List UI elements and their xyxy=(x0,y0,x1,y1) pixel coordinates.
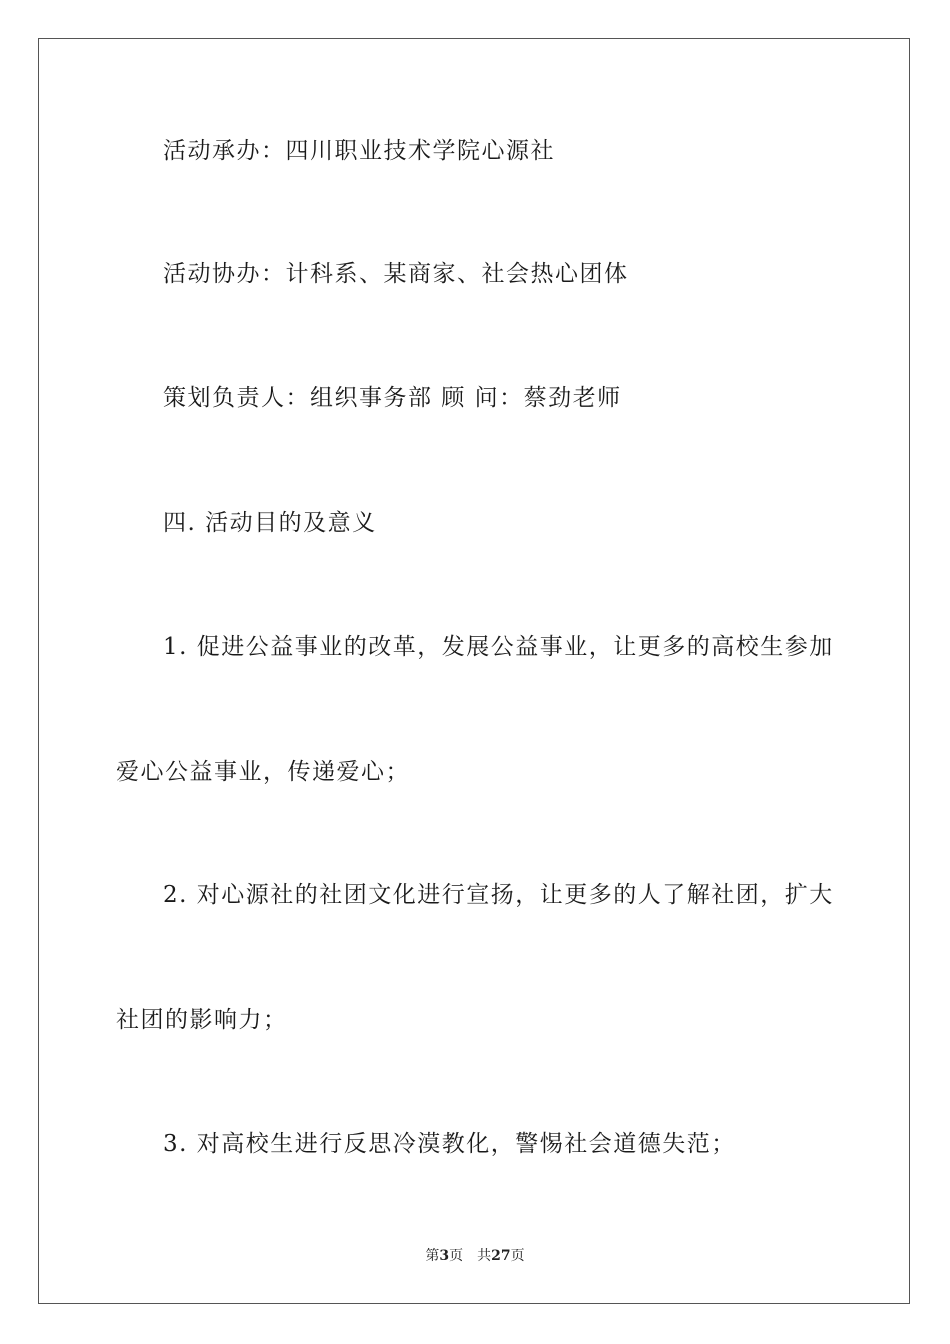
paragraph-1-line-2: 爱心公益事业，传递爱心； xyxy=(116,759,410,785)
footer-total-pages: 27 xyxy=(491,1248,511,1264)
paragraph-1-line-1: 1. 促进公益事业的改革，发展公益事业，让更多的高校生参加 xyxy=(163,634,834,660)
co-organizer-line: 活动协办：计科系、某商家、社会热心团体 xyxy=(163,261,629,287)
page-footer xyxy=(0,1247,950,1265)
organizer-line: 活动承办：四川职业技术学院心源社 xyxy=(163,138,555,164)
footer-page-prefix: 第 xyxy=(425,1248,440,1264)
paragraph-3-line-1: 3. 对高校生进行反思冷漠教化，警惕社会道德失范； xyxy=(163,1131,736,1157)
paragraph-2-line-2: 社团的影响力； xyxy=(116,1007,288,1033)
paragraph-2-line-1: 2. 对心源社的社团文化进行宣扬，让更多的人了解社团，扩大 xyxy=(163,882,834,908)
page-border xyxy=(38,38,910,1304)
footer-total-suffix: 页 xyxy=(510,1248,525,1264)
footer-page-suffix: 页 xyxy=(449,1248,464,1264)
planner-line: 策划负责人：组织事务部 顾 问：蔡劲老师 xyxy=(163,385,622,411)
section-heading: 四. 活动目的及意义 xyxy=(163,510,377,536)
footer-page-number: 3 xyxy=(439,1248,450,1264)
footer-total-prefix: 共 xyxy=(477,1248,492,1264)
